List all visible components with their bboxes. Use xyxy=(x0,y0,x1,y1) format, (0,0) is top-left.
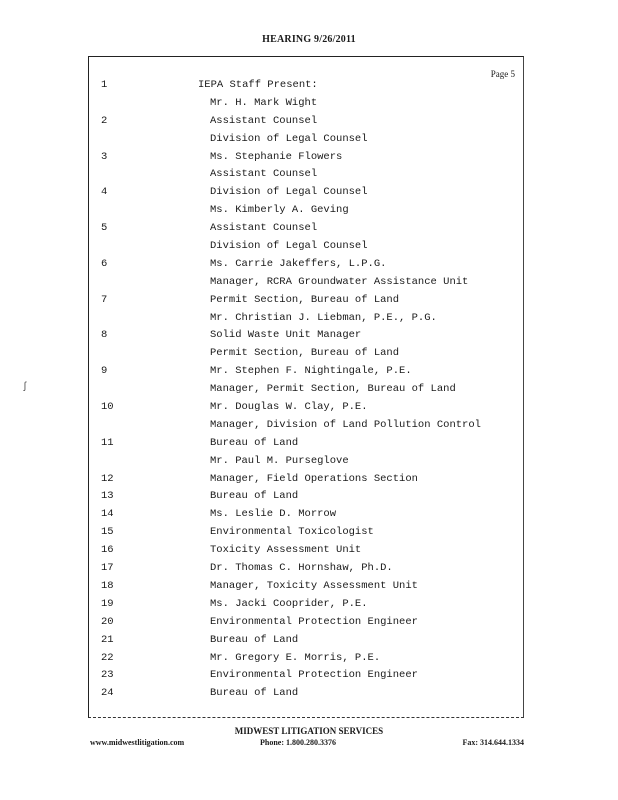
line-text: IEPA Staff Present: xyxy=(198,79,318,91)
hearing-header: HEARING 9/26/2011 xyxy=(262,34,356,45)
line-text: Mr. Paul M. Purseglove xyxy=(210,454,349,467)
line-number: 16 xyxy=(101,544,114,557)
transcript-line xyxy=(89,363,523,381)
footer-fax: Fax: 314.644.1334 xyxy=(462,738,524,747)
line-number: 6 xyxy=(101,257,108,270)
transcript-line xyxy=(89,632,523,650)
line-text: Toxicity Assessment Unit xyxy=(210,544,362,557)
transcript-line xyxy=(89,327,523,345)
line-number: 5 xyxy=(101,222,108,235)
transcript-line xyxy=(89,488,523,506)
transcript-line xyxy=(89,202,523,220)
transcript-line xyxy=(89,166,523,184)
line-number: 20 xyxy=(101,615,114,628)
line-number: 21 xyxy=(101,633,114,646)
line-text: Solid Waste Unit Manager xyxy=(210,329,362,342)
line-number: 10 xyxy=(101,401,114,414)
margin-mark: ʃ xyxy=(22,382,29,393)
transcript-line xyxy=(89,238,523,256)
line-number: 24 xyxy=(101,687,114,700)
page-number: Page 5 xyxy=(490,69,515,79)
line-text: Bureau of Land xyxy=(210,490,299,503)
line-number: 12 xyxy=(101,472,114,485)
transcript-page-frame xyxy=(88,56,524,718)
line-text: Mr. Gregory E. Morris, P.E. xyxy=(210,651,381,664)
line-text: Mr. Christian J. Liebman, P.E., P.G. xyxy=(210,311,437,324)
line-text: Manager, RCRA Groundwater Assistance Unit xyxy=(210,275,469,288)
line-text: Dr. Thomas C. Hornshaw, Ph.D. xyxy=(210,562,393,575)
line-text: Division of Legal Counsel xyxy=(210,132,368,145)
line-number: 17 xyxy=(101,562,114,575)
line-text: Bureau of Land xyxy=(210,633,299,646)
line-number: 4 xyxy=(101,186,108,199)
line-text: Manager, Field Operations Section xyxy=(210,472,418,485)
line-number: 9 xyxy=(101,365,108,378)
transcript-line xyxy=(89,506,523,524)
line-number: 22 xyxy=(101,651,114,664)
line-text: Mr. Douglas W. Clay, P.E. xyxy=(210,401,368,414)
transcript-line xyxy=(89,131,523,149)
transcript-line xyxy=(89,667,523,685)
line-number: 8 xyxy=(101,329,108,342)
line-text: Assistant Counsel xyxy=(210,168,318,181)
footer-phone: Phone: 1.800.280.3376 xyxy=(260,738,336,747)
line-number: 19 xyxy=(101,597,114,610)
transcript-line xyxy=(89,524,523,542)
line-text: Mr. H. Mark Wight xyxy=(210,96,318,109)
line-text: Division of Legal Counsel xyxy=(210,186,368,199)
transcript-line xyxy=(89,77,523,95)
line-text: Ms. Kimberly A. Geving xyxy=(210,204,349,217)
line-text: Assistant Counsel xyxy=(210,114,318,127)
line-number: 2 xyxy=(101,114,108,127)
transcript-line xyxy=(89,184,523,202)
line-text: Manager, Division of Land Pollution Control xyxy=(210,418,481,431)
line-text: Bureau of Land xyxy=(210,687,299,700)
line-text: Ms. Jacki Cooprider, P.E. xyxy=(210,597,368,610)
line-number: 23 xyxy=(101,669,114,682)
line-text: Manager, Toxicity Assessment Unit xyxy=(210,579,418,592)
transcript-line xyxy=(89,417,523,435)
transcript-line xyxy=(89,274,523,292)
line-text: Mr. Stephen F. Nightingale, P.E. xyxy=(210,365,412,378)
transcript-line xyxy=(89,542,523,560)
line-text: Division of Legal Counsel xyxy=(210,240,368,253)
line-text: Ms. Leslie D. Morrow xyxy=(210,508,337,521)
line-text: Environmental Protection Engineer xyxy=(210,615,418,628)
line-number: 14 xyxy=(101,508,114,521)
line-number: 15 xyxy=(101,526,114,539)
transcript-line xyxy=(89,292,523,310)
line-text: Manager, Permit Section, Bureau of Land xyxy=(210,383,456,396)
line-text: Environmental Protection Engineer xyxy=(210,669,418,682)
line-text: Ms. Carrie Jakeffers, L.P.G. xyxy=(210,257,387,270)
transcript-line xyxy=(89,381,523,399)
transcript-line xyxy=(89,220,523,238)
line-text: Permit Section, Bureau of Land xyxy=(210,347,400,360)
transcript-line xyxy=(89,95,523,113)
transcript-line xyxy=(89,471,523,489)
transcript-line xyxy=(89,345,523,363)
transcript-line xyxy=(89,453,523,471)
transcript-line xyxy=(89,560,523,578)
line-number: 1 xyxy=(101,79,108,91)
transcript-line xyxy=(89,399,523,417)
footer-website: www.midwestlitigation.com xyxy=(90,738,185,747)
line-text: Bureau of Land xyxy=(210,436,299,449)
transcript-line xyxy=(89,149,523,167)
transcript-line xyxy=(89,685,523,703)
transcript-lines xyxy=(89,77,523,703)
footer-company: MIDWEST LITIGATION SERVICES xyxy=(234,726,384,736)
line-number: 11 xyxy=(101,436,114,449)
transcript-line xyxy=(89,113,523,131)
line-number: 13 xyxy=(101,490,114,503)
transcript-line xyxy=(89,310,523,328)
transcript-line xyxy=(89,614,523,632)
transcript-line xyxy=(89,435,523,453)
transcript-line xyxy=(89,578,523,596)
line-text: Environmental Toxicologist xyxy=(210,526,374,539)
transcript-line xyxy=(89,650,523,668)
line-number: 7 xyxy=(101,293,108,306)
line-text: Permit Section, Bureau of Land xyxy=(210,293,400,306)
line-number: 3 xyxy=(101,150,108,163)
transcript-line xyxy=(89,596,523,614)
transcript-line xyxy=(89,256,523,274)
line-text: Ms. Stephanie Flowers xyxy=(210,150,343,163)
line-text: Assistant Counsel xyxy=(210,222,318,235)
line-number: 18 xyxy=(101,579,114,592)
